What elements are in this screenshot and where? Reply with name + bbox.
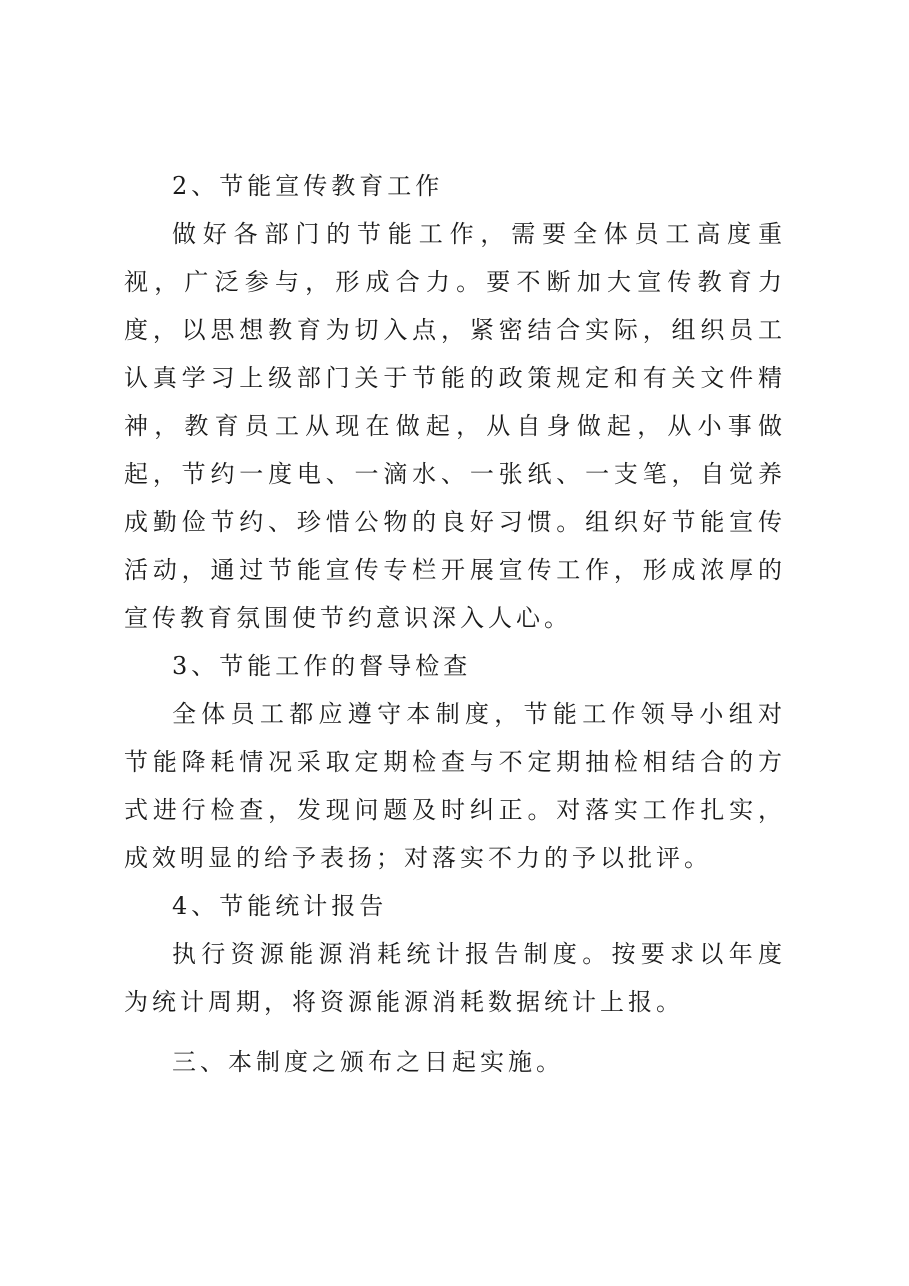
- section-heading-supervision: 3、节能工作的督导检查: [172, 652, 472, 680]
- document-body: [124, 162, 786, 1086]
- section-paragraph-supervision: 全体员工都应遵守本制度，节能工作领导小组对节能降耗情况采取定期检查与不定期抽检相结合的方式进行检查，发现问题及时纠正。对落实工作扎实，成效明显的给予表扬；对落实不力的予以批评。: [124, 700, 786, 872]
- section-paragraph-energy-publicity: 做好各部门的节能工作，需要全体员工高度重视，广泛参与，形成合力。要不断加大宣传教育力度，以思想教育为切入点，紧密结合实际，组织员工认真学习上级部门关于节能的政策规定和有关文件精神，教育员工从现在做起，从自身做起，从小事做起，节约一度电、一滴水、一张纸、一支笔，自觉养成勤俭节约、珍惜公物的良好习惯。组织好节能宣传活动，通过节能宣传专栏开展宣传工作，形成浓厚的宣传教育氛围使节约意识深入人心。: [124, 220, 786, 632]
- section-heading-energy-publicity: 2、节能宣传教育工作: [172, 172, 444, 200]
- section-paragraph-statistics-report: 执行资源能源消耗统计报告制度。按要求以年度为统计周期，将资源能源消耗数据统计上报。: [124, 940, 786, 1016]
- section-heading-statistics-report: 4、节能统计报告: [172, 892, 388, 920]
- closing-clause: 三、本制度之颁布之日起实施。: [172, 1048, 564, 1076]
